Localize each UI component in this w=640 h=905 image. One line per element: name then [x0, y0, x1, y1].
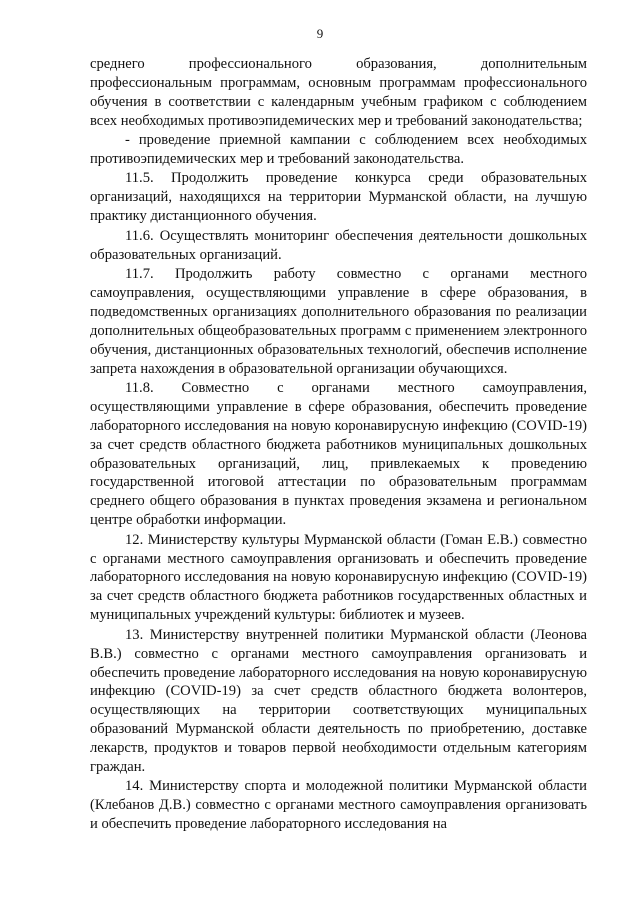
paragraph: - проведение приемной кампании с соблюдением всех необходимых противоэпидемических мер и требований законодательства.	[90, 132, 587, 168]
paragraph: 12. Министерству культуры Мурманской области (Гоман Е.В.) совместно с органами местного самоуправления организовать и обеспечить проведение лабораторного исследования на новую коронавирусную инфекцию (COVID-19) за счет средств областного бюджета работников государственных областных и муниципальных учреждений культуры: библиотек и музеев.	[90, 531, 587, 624]
paragraph: 13. Министерству внутренней политики Мурманской области (Леонова В.В.) совместно с органами местного самоуправления организовать и обеспечить проведение лабораторного исследования на новую коронавирусную инфекцию (COVID-19) за счет средств областного бюджета волонтеров, осуществляющих на территории соответствующих муниципальных образований Мурманской области деятельность по приобретению, доставке лекарств, продуктов и товаров первой необходимости отдельным категориям граждан.	[90, 626, 587, 776]
paragraph: 14. Министерству спорта и молодежной политики Мурманской области (Клебанов Д.В.) совместно с органами местного самоуправления организовать и обеспечить проведение лабораторного исследования на	[90, 778, 587, 833]
paragraph: 11.8. Совместно с органами местного самоуправления, осуществляющими управление в сфере образования, обеспечить проведение лабораторного исследования на новую коронавирусную инфекцию (COVID-19) за счет средств областного бюджета работников муниципальных дошкольных образовательных организаций, лиц, привлекаемых к проведению государственной итоговой аттестации по образовательным программам среднего общего образования в пунктах проведения экзамена и региональном центре обработки информации.	[90, 379, 587, 529]
paragraph: 11.7. Продолжить работу совместно с органами местного самоуправления, осуществляющими управление в сфере образования, в подведомственных организациях дополнительного образования по реализации дополнительных общеобразовательных программ с применением электронного обучения, дистанционных образовательных технологий, обеспечив исполнение запрета нахождения в образовательной организации обучающихся.	[90, 265, 587, 377]
document-body	[90, 55, 587, 834]
page-number: 9	[316, 26, 324, 41]
paragraph: 11.5. Продолжить проведение конкурса среди образовательных организаций, находящихся на территории Мурманской области, на лучшую практику дистанционного обучения.	[90, 170, 587, 225]
paragraph: среднего профессионального образования, дополнительным профессиональным программам, основным программам профессионального обучения в соответствии с календарным учебным графиком с соблюдением всех необходимых противоэпидемических мер и требований законодательства;	[90, 56, 587, 129]
paragraph: 11.6. Осуществлять мониторинг обеспечения деятельности дошкольных образовательных организаций.	[90, 227, 587, 263]
